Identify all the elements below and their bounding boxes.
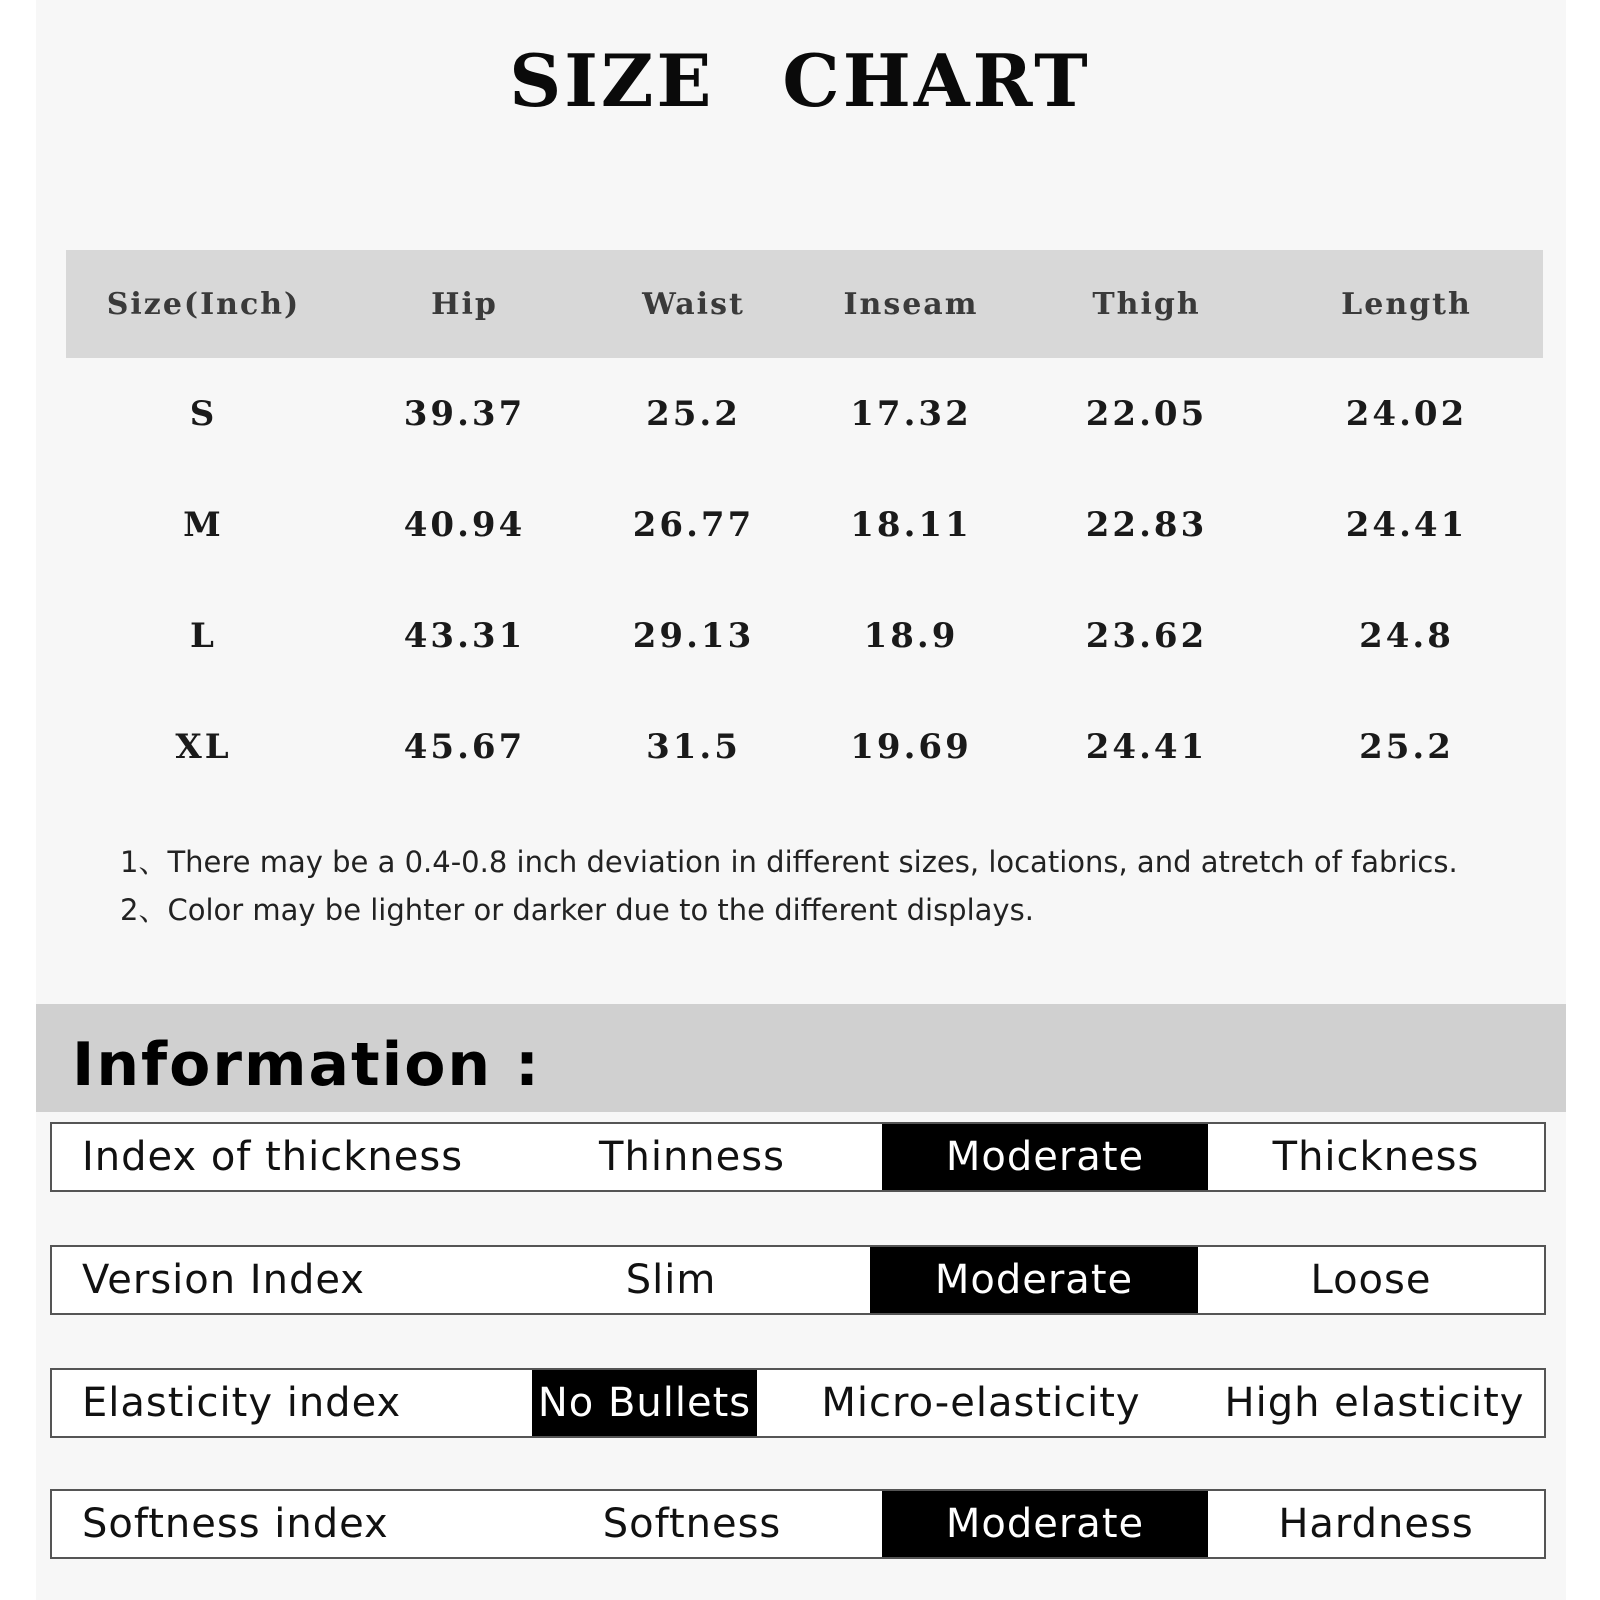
table-cell: 39.37 — [403, 393, 526, 434]
table-cell: 29.13 — [632, 615, 755, 656]
table-cell: 25.2 — [646, 393, 741, 434]
info-option: Moderate — [882, 1124, 1208, 1190]
table-cell: 31.5 — [646, 726, 741, 767]
info-row-elasticity — [50, 1368, 1546, 1438]
page-title: SIZE CHART — [509, 38, 1091, 123]
info-option: Slim — [625, 1257, 717, 1303]
column-header-hip: Hip — [431, 286, 498, 322]
info-row-thickness — [50, 1122, 1546, 1192]
info-option: Thickness — [1272, 1134, 1480, 1180]
column-header-thigh: Thigh — [1092, 286, 1201, 322]
info-option: Moderate — [882, 1491, 1208, 1557]
table-cell: 24.02 — [1345, 393, 1468, 434]
table-cell: 18.9 — [863, 615, 959, 656]
info-option: Thinness — [599, 1134, 785, 1180]
info-option: Hardness — [1278, 1501, 1474, 1547]
note-item: 1、There may be a 0.4-0.8 inch deviation in different sizes, locations, and atretch of fabrics. — [120, 845, 1458, 879]
table-cell: 22.83 — [1085, 504, 1208, 545]
info-option: Micro-elasticity — [821, 1380, 1141, 1426]
information-title: Information : — [72, 1030, 542, 1100]
info-option: No Bullets — [532, 1370, 757, 1436]
table-cell: 18.11 — [850, 504, 972, 545]
info-row-softness — [50, 1489, 1546, 1559]
table-row — [66, 580, 1543, 691]
info-row-label: Version Index — [82, 1257, 365, 1303]
note-item: 2、Color may be lighter or darker due to the different displays. — [120, 893, 1034, 927]
table-cell: 23.62 — [1085, 615, 1208, 656]
info-option: Loose — [1310, 1257, 1432, 1303]
info-option: Moderate — [870, 1247, 1198, 1313]
table-cell: 19.69 — [850, 726, 972, 767]
info-option: High elasticity — [1224, 1380, 1525, 1426]
info-option: Softness — [602, 1501, 782, 1547]
table-cell: L — [190, 615, 217, 656]
table-cell: 24.41 — [1345, 504, 1468, 545]
table-cell: 45.67 — [403, 726, 526, 767]
table-cell: M — [183, 504, 224, 545]
table-row — [66, 691, 1543, 802]
table-cell: 40.94 — [403, 504, 526, 545]
notes — [120, 838, 1458, 934]
column-header-inseam: Inseam — [843, 286, 979, 322]
column-header-length: Length — [1341, 286, 1472, 322]
info-row-label: Elasticity index — [82, 1380, 402, 1426]
table-cell: 26.77 — [632, 504, 755, 545]
table-header-row — [66, 250, 1543, 358]
table-cell: 24.41 — [1085, 726, 1208, 767]
info-row-label: Index of thickness — [82, 1134, 464, 1180]
column-header-waist: Waist — [642, 286, 745, 322]
info-row-version — [50, 1245, 1546, 1315]
table-cell: 43.31 — [403, 615, 526, 656]
table-cell: XL — [175, 726, 232, 767]
info-row-label: Softness index — [82, 1501, 389, 1547]
size-table — [66, 250, 1543, 802]
table-cell: 25.2 — [1359, 726, 1454, 767]
table-row — [66, 469, 1543, 580]
table-cell: S — [189, 393, 218, 434]
table-cell: 24.8 — [1359, 615, 1454, 656]
table-cell: 22.05 — [1085, 393, 1208, 434]
table-cell: 17.32 — [850, 393, 972, 434]
table-row — [66, 358, 1543, 469]
column-header-size: Size(Inch) — [106, 286, 301, 322]
